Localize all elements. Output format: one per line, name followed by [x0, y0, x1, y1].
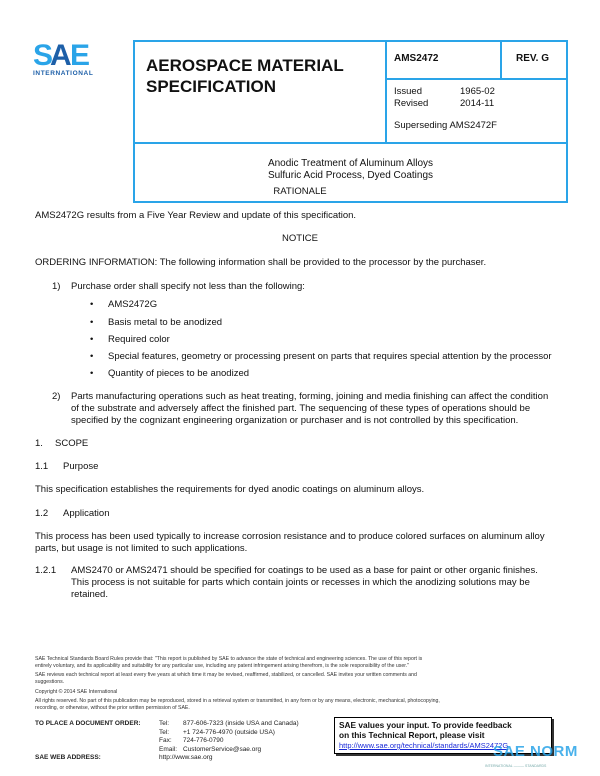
title-line-1: AEROSPACE MATERIAL	[146, 56, 344, 75]
bullet-icon: •	[90, 299, 94, 310]
svg-text:E: E	[70, 40, 91, 68]
purpose-text: This specification establishes the requirements for dyed anodic coatings on aluminum alloys.	[35, 484, 425, 495]
review-notice: SAE reviews each technical report at least every five years at which time it may be revised, reaffirmed, stabilized, or cancelled. SAE invites your written comments and suggestions.	[35, 672, 417, 685]
issued-date: 1965-02	[460, 86, 495, 97]
section-1-2-1-line-1: AMS2470 or AMS2471 should be specified for coatings to be used as a base for paint or other organic finishes.	[71, 565, 538, 576]
section-1-heading: SCOPE	[55, 438, 89, 449]
document-title	[135, 42, 387, 142]
feedback-box: SAE values your input. To provide feedback on this Technical Report, please visit http://www.sae.org/technical/standards/AMS2472G	[334, 717, 552, 754]
superseding: Superseding AMS2472F	[394, 120, 497, 131]
item-2-line-1: Parts manufacturing operations such as heat treating, forming, joining and media finishing can affect the condition	[71, 391, 549, 402]
subject-line-1: Anodic Treatment of Aluminum Alloys	[267, 158, 434, 169]
item-2-line-2: of the substrate and adversely affect the finished part. The sequencing of these types of operations should be	[71, 403, 531, 414]
sae-logo-icon	[33, 40, 97, 68]
item-1-number: 1)	[52, 281, 61, 292]
revised-label: Revised	[394, 98, 429, 109]
copyright: Copyright © 2014 SAE International	[35, 689, 118, 695]
title-line-2: SPECIFICATION	[146, 77, 277, 96]
section-1-1-number: 1.1	[35, 461, 49, 472]
web-address-link[interactable]: http://www.sae.org	[159, 754, 213, 761]
issued-label: Issued	[394, 86, 422, 97]
section-1-number: 1.	[35, 438, 43, 449]
svg-text:A: A	[50, 40, 69, 68]
rationale-heading: RATIONALE	[273, 186, 327, 197]
item-2-line-3: specified by the cognizant engineering organization or purchaser and is not controlled by this specification.	[71, 415, 519, 426]
application-line-2: parts, but usage is not limited to such applications.	[35, 543, 248, 554]
logo-subtitle: INTERNATIONAL	[33, 70, 94, 77]
bullet-icon: •	[90, 368, 94, 379]
notice-heading: NOTICE	[282, 233, 318, 244]
standards-board-rules: SAE Technical Standards Board Rules provide that: "This report is published by SAE to advance the state of technical and engineering sciences. The use of this report is entirely voluntary, and its applicability and suitability for any particular use, including any patent infringement arising therefrom, is the sole responsibility of the user."	[35, 656, 423, 669]
watermark-subtitle: INTERNATIONAL ——— STANDARDS	[485, 764, 547, 768]
sae-logo	[33, 40, 123, 77]
section-1-2-number: 1.2	[35, 508, 49, 519]
ordering-information: ORDERING INFORMATION: The following information shall be provided to the processor by the purchaser.	[35, 257, 487, 268]
rights-reserved: All rights reserved. No part of this publication may be reproduced, stored in a retrieval system or transmitted, in any form or by any means, electronic, mechanical, photocopying, recording, or otherwise, without the prior written permission of SAE.	[35, 698, 440, 711]
bullet-icon: •	[90, 334, 94, 345]
section-1-2-heading: Application	[63, 508, 110, 519]
order-contacts: Tel: 877-606-7323 (inside USA and Canada) Tel: +1 724-776-4970 (outside USA) Fax: 724-776-0790 Email: CustomerService@sae.org http://www.sae.org	[159, 720, 299, 761]
document-dates	[387, 80, 566, 142]
item-2-number: 2)	[52, 391, 61, 402]
section-1-2-1-line-2: This process is not suitable for parts which contain joints or recesses in which the anodizing solutions may be	[71, 577, 530, 588]
revised-date: 2014-11	[460, 98, 495, 109]
watermark: SAE NORM	[493, 743, 578, 760]
fax-number: 724-776-0790	[183, 737, 224, 744]
section-1-1-heading: Purpose	[63, 461, 99, 472]
feedback-link[interactable]: http://www.sae.org/technical/standards/AMS2472G	[339, 741, 509, 750]
spec-header	[133, 40, 568, 203]
email-link[interactable]: CustomerService@sae.org	[183, 745, 262, 753]
application-line-1: This process has been used typically to increase corrosion resistance and to produce colored surfaces on aluminum alloy	[35, 531, 545, 542]
subject-line-2: Sulfuric Acid Process, Dyed Coatings	[267, 170, 434, 181]
revision: REV. G	[502, 42, 566, 80]
document-code: AMS2472	[387, 42, 502, 80]
order-label: TO PLACE A DOCUMENT ORDER:	[35, 720, 141, 727]
web-address-label: SAE WEB ADDRESS:	[35, 754, 101, 761]
bullet-icon: •	[90, 317, 94, 328]
section-1-2-1-line-3: retained.	[71, 589, 108, 600]
section-1-2-1-number: 1.2.1	[35, 565, 57, 576]
svg-text:S: S	[33, 40, 51, 68]
rationale-text: AMS2472G results from a Five Year Review and update of this specification.	[35, 210, 357, 221]
phone-domestic[interactable]: 877-606-7323 (inside USA and Canada)	[183, 720, 299, 727]
item-1-text: Purchase order shall specify not less than the following:	[71, 281, 305, 292]
phone-international[interactable]: +1 724-776-4970 (outside USA)	[183, 728, 275, 736]
bullet-icon: •	[90, 351, 94, 362]
